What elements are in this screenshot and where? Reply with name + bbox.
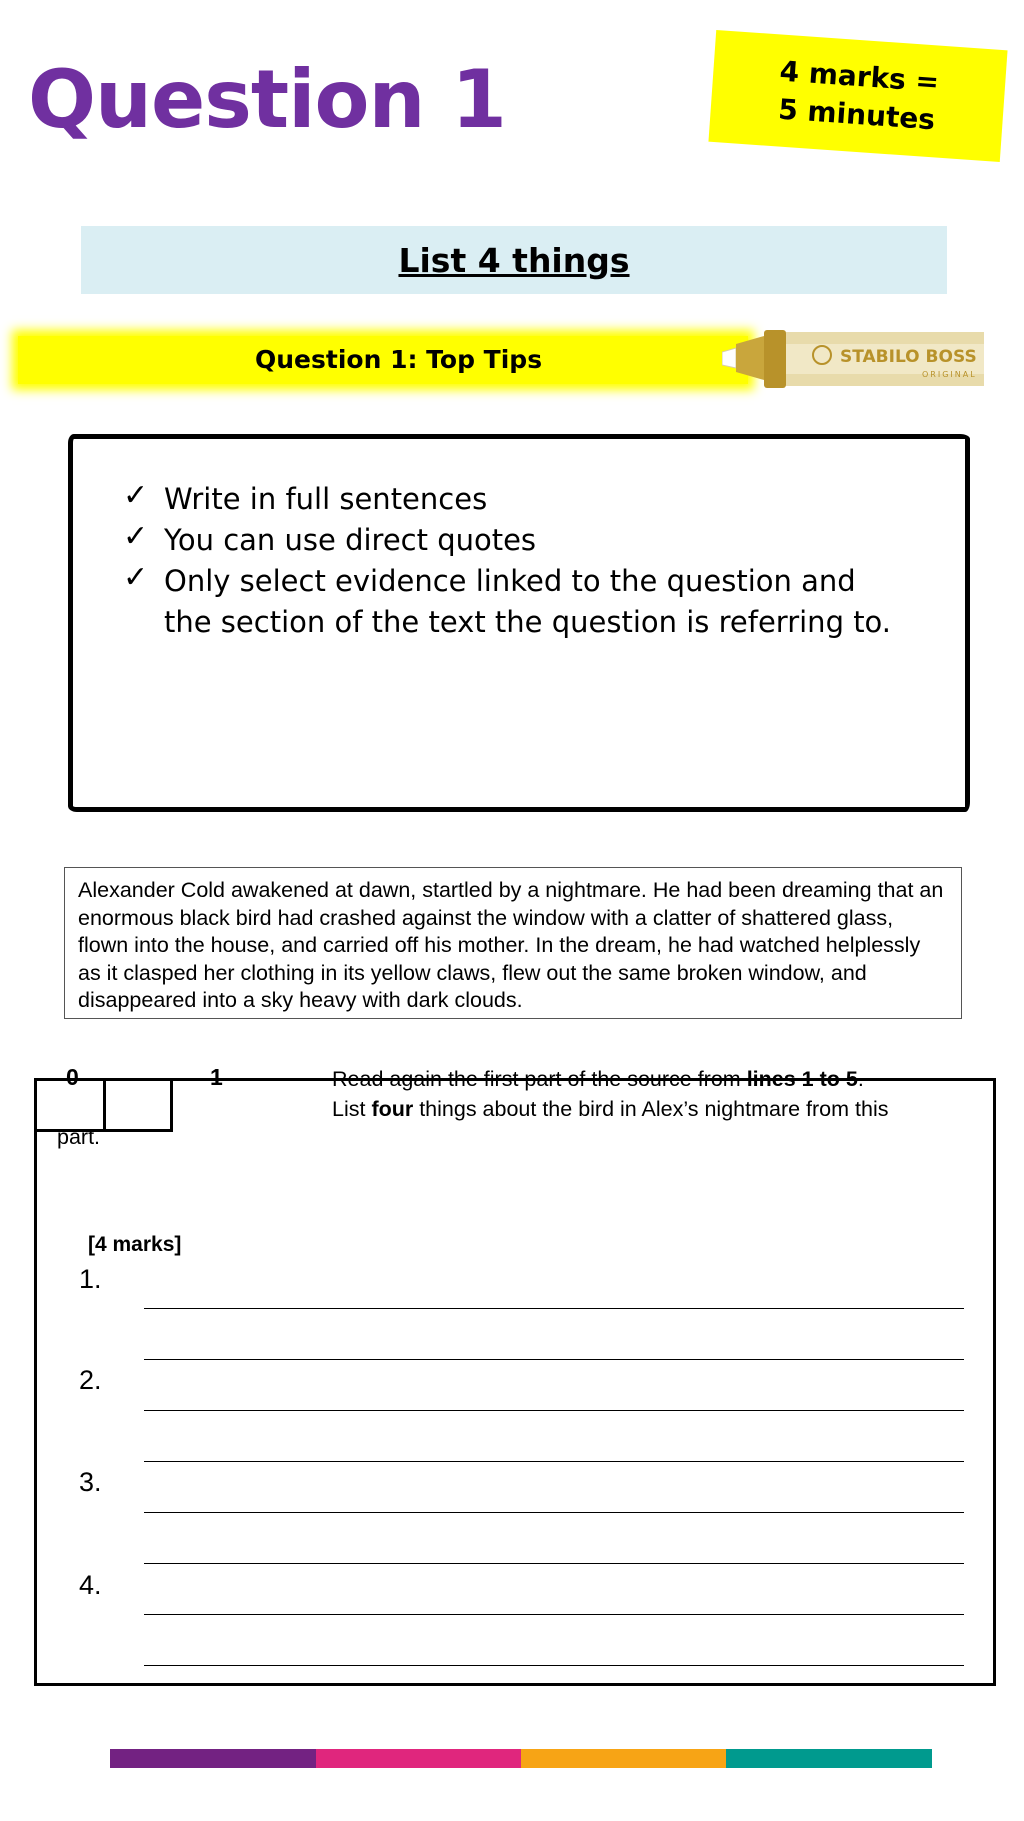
answer-line[interactable] <box>144 1359 964 1360</box>
marks-note <box>708 30 1007 162</box>
check-icon: ✓ <box>123 519 149 554</box>
color-strip-teal <box>726 1749 932 1768</box>
question-line-3: part. <box>57 1125 101 1149</box>
answer-number: 4. <box>79 1570 102 1600</box>
question-number-digit: 1 <box>210 1064 223 1090</box>
question-number-cell-2 <box>103 1078 173 1132</box>
answer-number: 3. <box>79 1467 102 1497</box>
marks-note-line2: 5 minutes <box>777 92 937 137</box>
answer-line[interactable] <box>144 1461 964 1462</box>
source-extract: Alexander Cold awakened at dawn, startled by a nightmare. He had been dreaming that an enormous black bird had crashed against the window with a clatter of shattered glass, flown into the house, and carried off his mother. In the dream, he had watched helplessly as it clasped her clothing in its yellow claws, flew out the same broken window, and disappeared into a sky heavy with dark clouds. <box>64 867 962 1019</box>
marks-note-line1: 4 marks = <box>778 54 941 99</box>
question-line-2: List four things about the bird in Alex’s nightmare from this <box>332 1097 889 1121</box>
answer-line[interactable] <box>144 1308 964 1309</box>
highlighter-brand: STABILO BOSS <box>840 347 977 367</box>
color-strip-purple <box>110 1749 316 1768</box>
tips-list <box>123 479 903 643</box>
highlighter-sub: ORIGINAL <box>922 370 977 379</box>
page-title: Question 1 <box>28 53 506 146</box>
answer-number: 2. <box>79 1365 102 1395</box>
color-strip-pink <box>316 1749 521 1768</box>
answer-line[interactable] <box>144 1614 964 1615</box>
tips-box <box>68 434 970 812</box>
question-box <box>34 1078 996 1686</box>
tips-banner-text: Question 1: Top Tips <box>255 345 543 374</box>
tip-item: ✓ You can use direct quotes <box>123 520 903 561</box>
answer-line[interactable] <box>144 1665 964 1666</box>
check-icon: ✓ <box>123 478 149 513</box>
answer-line[interactable] <box>144 1410 964 1411</box>
check-icon: ✓ <box>123 560 149 595</box>
task-banner <box>81 226 947 294</box>
question-line-1: Read again the first part of the source from lines 1 to 5. <box>332 1067 864 1091</box>
answer-line[interactable] <box>144 1563 964 1564</box>
question-number-digit: 0 <box>66 1064 79 1090</box>
marks-label: [4 marks] <box>88 1233 182 1256</box>
color-strip-orange <box>521 1749 726 1768</box>
highlighter-icon <box>722 322 984 394</box>
tip-item: ✓ Write in full sentences <box>123 479 903 520</box>
answer-line[interactable] <box>144 1512 964 1513</box>
tip-item: ✓ Only select evidence linked to the question and the section of the text the question is referring to. <box>123 561 903 643</box>
task-banner-text: List 4 things <box>398 240 630 280</box>
tips-banner <box>18 336 748 384</box>
answer-number: 1. <box>79 1264 102 1294</box>
